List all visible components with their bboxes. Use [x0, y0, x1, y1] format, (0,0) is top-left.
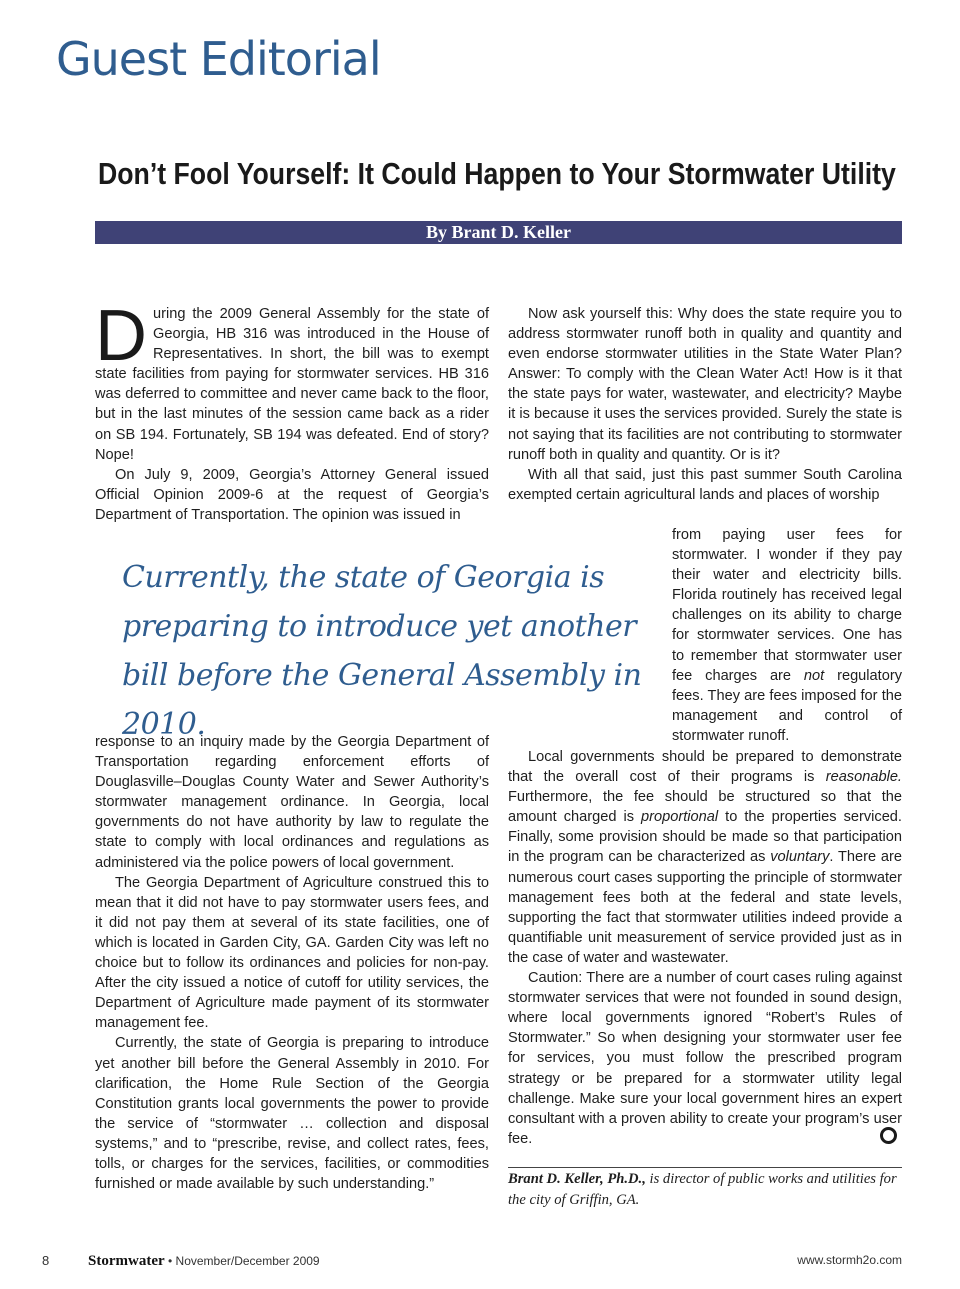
paragraph: from paying user fees for stormwater. I wonder if they pay their water and electricity bills. Florida routinely has received legal challenges on its ability to charge for stormwater services. One has to remember that stormwater user fee charges are not regulatory fees. They are fees imposed for the management and control of stormwater runoff. — [672, 527, 902, 744]
paragraph: Local governments should be prepared to demonstrate that the overall cost of their programs is reasonable. Furthermore, the fee should be structured so that the amount charged is proportional to the properties serviced. Finally, some provision should be made so that participation in the program can be characterized as voluntary. There are numerous court cases supporting the principle of stormwater management fees both at the federal and state levels, supporting the fact that stormwater utilities indeed provide a quantifiable unit measurement of service provided just as in the case of water and wastewater. — [508, 749, 902, 966]
article-headline: Don’t Fool Yourself: It Could Happen to Your Stormwater Utility — [98, 156, 896, 191]
right-column-top — [508, 304, 902, 505]
paragraph: Now ask yourself this: Why does the state require you to address stormwater runoff both in quality and quantity and even endorse stormwater utilities in the State Water Plan? Answer: To comply with the Clean Water Act! How is it that the state pays for water, wastewater, and electricity? Maybe it is because it uses the services provided. Surely the state is not saying that its facilities are not contributing to stormwater runoff both in quality and quantity. Or is it? — [508, 306, 902, 463]
paragraph: The Georgia Department of Agriculture construed this to mean that it did not have to pay stormwater users fees, and it did not pay them at several of its state facilities, one of which is located in Garden City, GA. Garden City was left no choice but to follow its ordinances and policies for non-pay. After the city issued a notice of cutoff for utility services, the Department of Agriculture made payment of its stormwater management fee. — [95, 874, 489, 1032]
section-label: Guest Editorial — [56, 32, 381, 86]
right-column-bottom — [508, 747, 902, 1149]
byline: By Brant D. Keller — [426, 222, 571, 242]
footer-website[interactable]: www.stormh2o.com — [797, 1253, 902, 1267]
right-column-wrap — [672, 525, 902, 746]
footer-separator: • — [167, 1254, 173, 1268]
issue-date: November/December 2009 — [175, 1254, 320, 1268]
drop-cap: D — [95, 296, 147, 376]
page-number: 8 — [42, 1253, 50, 1268]
author-name: Brant D. Keller, Ph.D., — [508, 1171, 646, 1187]
magazine-name: Stormwater — [88, 1253, 165, 1269]
paragraph: During the 2009 General Assembly for the state of Georgia, HB 316 was introduced in the House of Representatives. In short, the bill was to exempt state facilities from paying for stormwater services. HB 316 was deferred to committee and never came back to the floor, but in the last minutes of the session came back as a rider on SB 194. Fortunately, SB 194 was defeated. End of story? Nope! — [95, 296, 489, 463]
paragraph: Caution: There are a number of court cases ruling against stormwater services that were not founded in sound design, where local governments ignored “Robert’s Rules of Stormwater.” So when designing your stormwater user fee for services, you must follow the prescribed program strategy or be prepared for a stormwater utility legal challenge. Make sure your local government hires an expert consultant with a proven ability to create your program’s user fee. — [508, 970, 902, 1147]
byline-bar — [95, 221, 902, 244]
pull-quote: Currently, the state of Georgia is preparing to introduce yet another bill before the General Assembly in 2010. — [122, 560, 642, 742]
paragraph: Currently, the state of Georgia is preparing to introduce yet another bill before the General Assembly in 2010. For clarification, the Home Rule Section of the Georgia Constitution grants local governments the power to provide the service of “stormwater … collection and disposal systems,” and to “prescribe, revise, and collect rates, fees, tolls, or charges for the services, facilities, or commodities furnished or made available by such understanding.” — [95, 1035, 489, 1193]
paragraph: On July 9, 2009, Georgia’s Attorney General issued Official Opinion 2009-6 at the request of Georgia’s Department of Transportation. The opinion was issued in — [95, 466, 489, 523]
footer-magazine — [88, 1253, 320, 1270]
author-bio: Brant D. Keller, Ph.D., is director of public works and utilities for the city of Griffin, GA. — [508, 1171, 897, 1208]
end-mark-icon — [880, 1127, 897, 1144]
bio-divider — [508, 1167, 902, 1168]
left-column-top — [95, 296, 489, 525]
left-column-bottom — [95, 732, 489, 1194]
paragraph: With all that said, just this past summer South Carolina exempted certain agricultural lands and places of worship — [508, 466, 902, 503]
paragraph: response to an inquiry made by the Georgia Department of Transportation regarding enforcement efforts of Douglasville–Douglas County Water and Sewer Authority’s stormwater management ordinance. In Georgia, local governments do not have authority by law to regulate the state to comply with local ordinances and regulations as administered via the police powers of local government. — [95, 734, 489, 871]
